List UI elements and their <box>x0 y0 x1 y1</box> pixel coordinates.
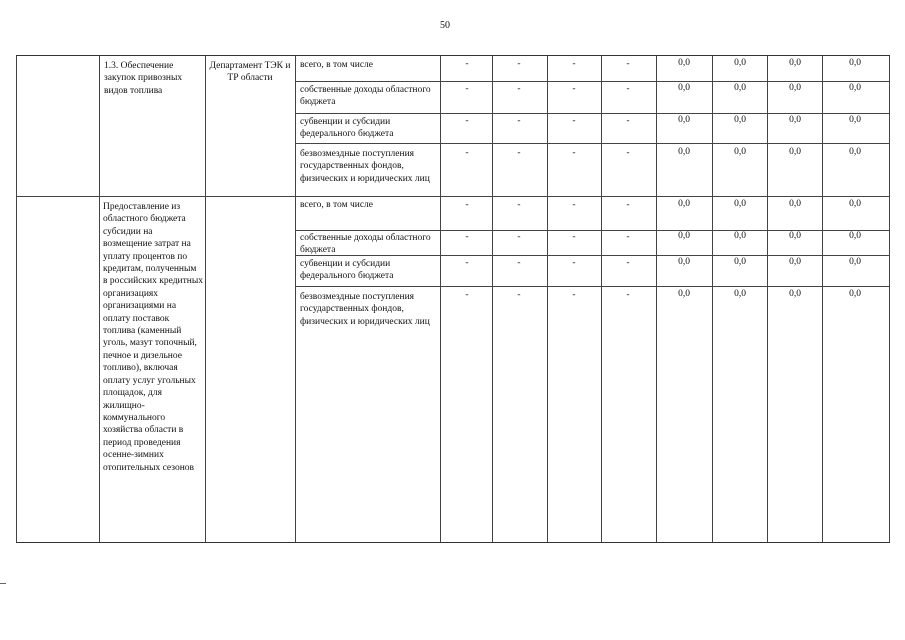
activity-1-3: 1.3. Обеспечение закупок привозных видов топлива <box>104 61 183 96</box>
cell-dash: - <box>572 116 576 126</box>
cell-value: 0,0 <box>789 289 801 299</box>
cell-value: 0,0 <box>849 289 861 299</box>
col-divider <box>492 56 493 542</box>
cell-dash: - <box>517 290 521 300</box>
cell-dash: - <box>517 232 521 242</box>
cell-dash: - <box>465 232 469 242</box>
cell-value: 0,0 <box>789 257 801 267</box>
cell-dash: - <box>517 116 521 126</box>
cell-value: 0,0 <box>734 289 746 299</box>
activity-subsidy: Предоставление из областного бюджета субсидии на возмещение затрат на уплату процентов по кредитам, полученным в российских кредитных организациях организациями на оплату поставок топлива (каменный уголь, мазут топочный, печное и дизельное топливо), включая оплату услуг угольных площадок, для жилищно-коммунального хозяйства области в период проведения осенне-зимних отопительных сезонов <box>103 202 203 473</box>
cell-dash: - <box>517 84 521 94</box>
cell-value: 0,0 <box>789 115 801 125</box>
cell-value: 0,0 <box>789 231 801 241</box>
cell-value: 0,0 <box>678 147 690 157</box>
cell-value: 0,0 <box>849 58 861 68</box>
funding-source-grants: безвозмездные поступления государственных фондов, физических и юридических лиц <box>300 149 430 184</box>
cell-dash: - <box>517 148 521 158</box>
col-divider <box>822 56 823 542</box>
table-border-left <box>16 56 17 542</box>
cell-dash: - <box>626 232 630 242</box>
funding-source-regional: собственные доходы областного бюджета <box>300 233 431 256</box>
cell-value: 0,0 <box>678 289 690 299</box>
cell-value: 0,0 <box>734 199 746 209</box>
funding-source-grants: безвозмездные поступления государственных фондов, физических и юридических лиц <box>300 292 430 327</box>
cell-dash: - <box>465 116 469 126</box>
cell-value: 0,0 <box>734 257 746 267</box>
cell-dash: - <box>626 116 630 126</box>
cell-value: 0,0 <box>849 231 861 241</box>
col-divider <box>440 56 441 542</box>
cell-value: 0,0 <box>849 83 861 93</box>
col-divider <box>99 56 100 542</box>
row-divider <box>295 81 889 82</box>
col-divider <box>295 56 296 542</box>
cell-value: 0,0 <box>789 83 801 93</box>
cell-value: 0,0 <box>789 199 801 209</box>
cell-dash: - <box>517 258 521 268</box>
cell-dash: - <box>626 258 630 268</box>
cell-dash: - <box>465 258 469 268</box>
cell-dash: - <box>572 290 576 300</box>
cell-dash: - <box>626 290 630 300</box>
cell-value: 0,0 <box>734 83 746 93</box>
cell-value: 0,0 <box>678 83 690 93</box>
margin-mark <box>0 583 6 584</box>
cell-dash: - <box>572 148 576 158</box>
cell-dash: - <box>517 200 521 210</box>
cell-dash: - <box>572 84 576 94</box>
funding-source-regional: собственные доходы областного бюджета <box>300 85 431 108</box>
cell-value: 0,0 <box>789 147 801 157</box>
cell-dash: - <box>626 59 630 69</box>
executor-name: Департамент ТЭК и ТР области <box>209 61 291 84</box>
cell-dash: - <box>572 59 576 69</box>
cell-value: 0,0 <box>678 257 690 267</box>
cell-dash: - <box>572 258 576 268</box>
row-divider <box>295 113 889 114</box>
cell-value: 0,0 <box>734 231 746 241</box>
col-divider <box>601 56 602 542</box>
col-divider <box>712 56 713 542</box>
col-divider <box>767 56 768 542</box>
cell-value: 0,0 <box>789 58 801 68</box>
table-border-right <box>889 56 890 542</box>
cell-value: 0,0 <box>849 147 861 157</box>
cell-dash: - <box>626 84 630 94</box>
cell-value: 0,0 <box>734 115 746 125</box>
cell-dash: - <box>572 232 576 242</box>
funding-source-total: всего, в том числе <box>300 200 374 210</box>
cell-dash: - <box>465 59 469 69</box>
funding-source-federal: субвенции и субсидии федерального бюджета <box>300 117 394 140</box>
cell-value: 0,0 <box>678 199 690 209</box>
budget-table <box>16 55 890 543</box>
cell-dash: - <box>517 59 521 69</box>
col-divider <box>205 56 206 542</box>
row-divider <box>295 143 889 144</box>
funding-source-total: всего, в том числе <box>300 60 374 70</box>
block-divider <box>16 196 889 197</box>
cell-value: 0,0 <box>849 199 861 209</box>
col-divider <box>547 56 548 542</box>
col-divider <box>656 56 657 542</box>
cell-value: 0,0 <box>734 147 746 157</box>
cell-value: 0,0 <box>678 115 690 125</box>
cell-value: 0,0 <box>849 257 861 267</box>
cell-value: 0,0 <box>678 58 690 68</box>
page-number: 50 <box>440 20 450 31</box>
cell-value: 0,0 <box>678 231 690 241</box>
cell-value: 0,0 <box>734 58 746 68</box>
cell-value: 0,0 <box>849 115 861 125</box>
row-divider <box>295 286 889 287</box>
cell-dash: - <box>465 200 469 210</box>
cell-dash: - <box>626 200 630 210</box>
cell-dash: - <box>626 148 630 158</box>
cell-dash: - <box>465 84 469 94</box>
cell-dash: - <box>465 290 469 300</box>
cell-dash: - <box>572 200 576 210</box>
funding-source-federal: субвенции и субсидии федерального бюджета <box>300 259 394 282</box>
cell-dash: - <box>465 148 469 158</box>
